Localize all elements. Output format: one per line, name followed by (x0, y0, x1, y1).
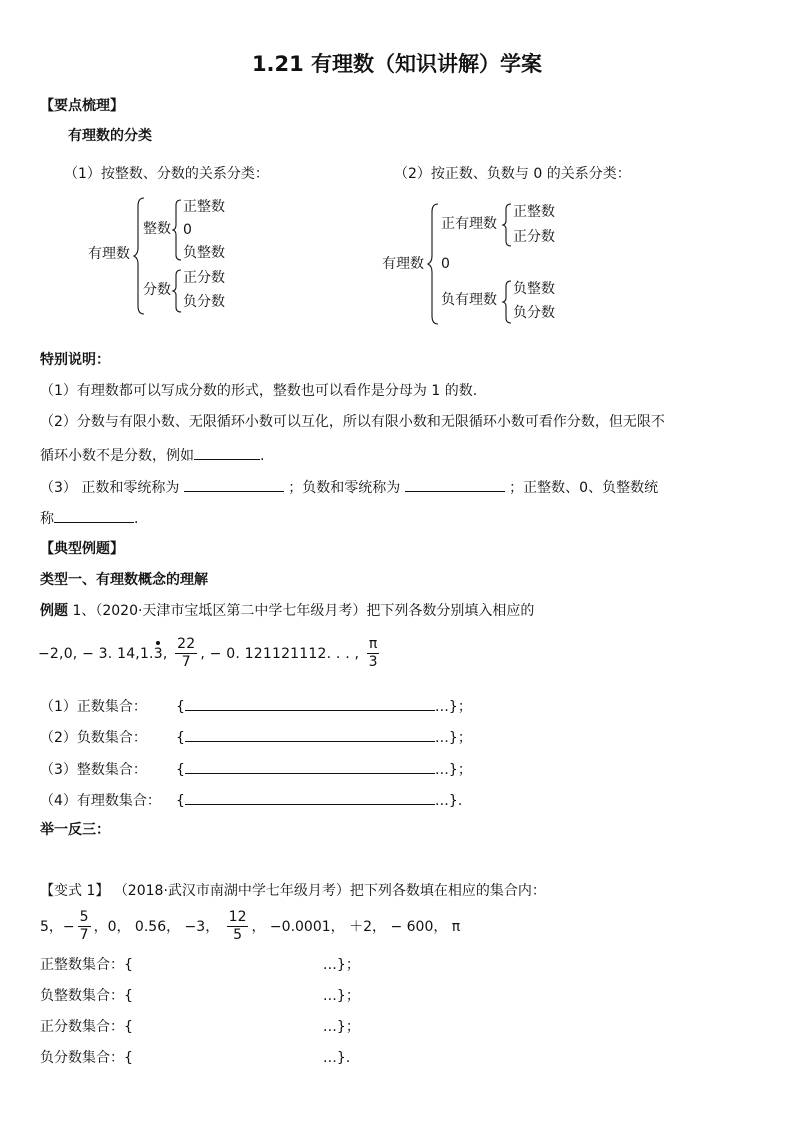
set-row-integer (40, 760, 472, 779)
fraction-5-7-numerator: 5 (78, 910, 91, 927)
set-open: { (176, 730, 185, 746)
note-3-blank-1[interactable] (184, 478, 284, 492)
class2-negative-brace (503, 280, 513, 324)
set-label: （2）负数集合： (40, 730, 147, 746)
type-1-heading: 类型一、有理数概念的理解 (40, 572, 208, 588)
classification-2-caption: （2）按正数、负数与 0 的关系分类： (394, 166, 631, 182)
variant-frac1-sign: − (62, 918, 75, 935)
set-close: …}； (434, 699, 472, 715)
set-blank-integer[interactable] (185, 760, 435, 774)
set-close: …}. (434, 793, 463, 809)
note-1: （1）有理数都可以写成分数的形式，整数也可以看作是分母为 1 的数. (40, 383, 478, 399)
class1-fraction-label: 分数 (143, 282, 171, 298)
note-3-text-1: （3） 正数和零统称为 (40, 480, 180, 496)
class2-negative-item-2: 负分数 (513, 305, 555, 321)
class1-integer-item-2: 0 (183, 222, 192, 238)
class2-outer-brace (428, 202, 440, 326)
note-2-line-1: （2）分数与有限小数、无限循环小数可以互化，所以有限小数和无限循环小数可看作分数，但无限不 (40, 414, 665, 430)
example-1-numbers (38, 637, 382, 671)
section-header-examples: 【典型例题】 (40, 541, 124, 557)
class1-root: 有理数 (88, 246, 130, 262)
class2-positive-item-2: 正分数 (513, 229, 555, 245)
variant-nums-post: ， −0.0001， ＋2， − 600， π (251, 918, 461, 935)
variant-set-positive-integer (40, 957, 360, 974)
example-1 (40, 603, 534, 620)
variant-set-close: …}； (322, 1019, 360, 1035)
set-open: { (176, 793, 185, 809)
variant-1 (40, 883, 546, 900)
fraction-12-5 (227, 910, 249, 944)
fraction-5-7 (78, 910, 91, 944)
fraction-22-7-numerator: 22 (175, 637, 197, 654)
variant-nums-mid: ，0， 0.56， −3， (93, 918, 220, 935)
class2-zero: 0 (441, 256, 450, 272)
example-text: 1、（2020·天津市宝坻区第二中学七年级月考）把下列各数分别填入相应的 (68, 603, 535, 619)
set-blank-rational[interactable] (185, 791, 435, 805)
page-title: 1.21 有理数（知识讲解）学案 (251, 52, 543, 76)
note-2-end: . (260, 448, 265, 464)
variant-text: （2018·武汉市南湖中学七年级月考）把下列各数填在相应的集合内： (113, 883, 546, 899)
set-label: （3）整数集合： (40, 762, 147, 778)
set-close: …}； (434, 762, 472, 778)
note-3-text-2: ；负数和零统称为 (288, 480, 401, 496)
note-2-line-2-text: 循环小数不是分数，例如 (40, 448, 194, 464)
note-3-line-2 (40, 509, 138, 528)
variant-set-close: …}； (322, 988, 360, 1004)
class1-fraction-item-2: 负分数 (183, 294, 225, 310)
classification-1-caption: （1）按整数、分数的关系分类： (64, 166, 269, 182)
fraction-12-5-numerator: 12 (227, 910, 249, 927)
class2-positive-item-1: 正整数 (513, 204, 555, 220)
note-3-blank-2[interactable] (405, 478, 505, 492)
variant-set-label: 负分数集合：{ (40, 1050, 133, 1066)
variant-set-positive-fraction (40, 1019, 360, 1036)
variant-set-negative-fraction (40, 1050, 350, 1067)
number-list-part-2: , − 0. 121121112. . . , (200, 645, 360, 662)
example-label: 例题 (40, 603, 68, 619)
note-3-text-3: ；正整数、0、负整数统 (509, 480, 659, 496)
note-2-blank[interactable] (194, 446, 260, 460)
number-separator: , (162, 645, 168, 662)
fraction-pi-3-numerator: π (367, 637, 380, 654)
set-open: { (176, 699, 185, 715)
set-blank-positive[interactable] (185, 697, 435, 711)
number-list-part-1: −2,0, − 3. 14,1. (38, 645, 154, 662)
repeating-digit: 3 (153, 645, 163, 662)
fraction-22-7 (175, 637, 197, 671)
set-row-rational (40, 791, 462, 810)
variant-set-label: 正整数集合：{ (40, 957, 133, 973)
class2-positive-brace (503, 203, 513, 247)
class2-negative-label: 负有理数 (441, 292, 497, 308)
set-open: { (176, 762, 185, 778)
class2-positive-label: 正有理数 (441, 216, 497, 232)
class2-negative-item-1: 负整数 (513, 281, 555, 297)
note-3-end: . (134, 511, 139, 527)
fraction-12-5-denominator: 5 (233, 927, 243, 944)
practice-heading: 举一反三： (40, 822, 110, 838)
note-3-line-2-text: 称 (40, 511, 54, 527)
set-close: …}； (434, 730, 472, 746)
class1-fraction-brace (173, 269, 183, 313)
note-3-line-1 (40, 478, 658, 497)
variant-label: 【变式 1】 (40, 883, 110, 899)
set-row-negative (40, 728, 472, 747)
class1-integer-item-3: 负整数 (183, 245, 225, 261)
variant-set-negative-integer (40, 988, 360, 1005)
set-row-positive (40, 697, 472, 716)
set-blank-negative[interactable] (185, 728, 435, 742)
variant-nums-pre: 5， (40, 918, 63, 935)
fraction-5-7-denominator: 7 (79, 927, 89, 944)
class2-root: 有理数 (382, 256, 424, 272)
fraction-22-7-denominator: 7 (181, 654, 191, 671)
class1-fraction-item-1: 正分数 (183, 270, 225, 286)
fraction-pi-3 (367, 637, 380, 671)
note-2-line-2 (40, 446, 264, 465)
topic-title: 有理数的分类 (68, 128, 152, 144)
class1-integer-label: 整数 (143, 221, 171, 237)
notes-header: 特别说明： (40, 352, 110, 368)
class1-integer-brace (173, 199, 183, 261)
set-label: （4）有理数集合： (40, 793, 161, 809)
variant-set-label: 正分数集合：{ (40, 1019, 133, 1035)
variant-set-close: …}； (322, 957, 360, 973)
variant-set-close: …}. (322, 1050, 351, 1066)
fraction-pi-3-denominator: 3 (368, 654, 378, 671)
variant-numbers (40, 910, 460, 944)
note-3-blank-3[interactable] (54, 509, 134, 523)
set-label: （1）正数集合： (40, 699, 147, 715)
variant-set-label: 负整数集合：{ (40, 988, 133, 1004)
section-header-key-points: 【要点梳理】 (40, 98, 124, 114)
class1-integer-item-1: 正整数 (183, 199, 225, 215)
